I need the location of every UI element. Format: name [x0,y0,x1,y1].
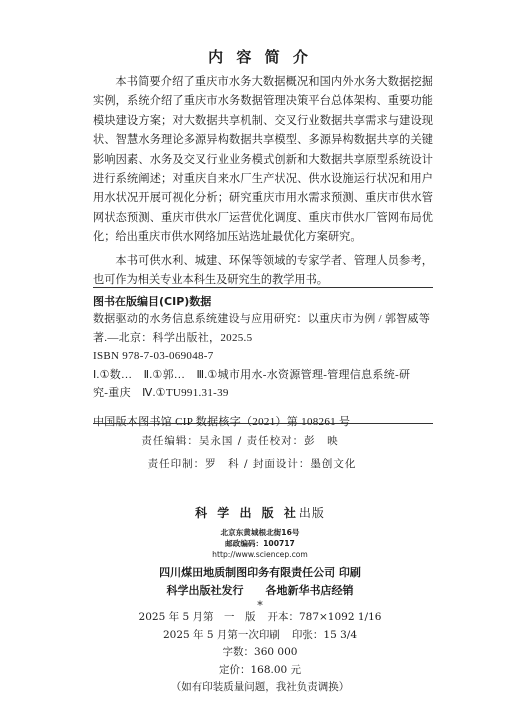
print-sheets: 印张：15 3/4 [291,629,358,641]
publisher-address: 北京东黄城根北街16号 [220,528,300,537]
divider-top [93,287,433,288]
distribution-line: 科学出版社发行 各地新华书店经销 [166,584,354,597]
summary-paragraph-1: 本书简要介绍了重庆市水务大数据概况和国内外水务大数据挖掘实例，系统介绍了重庆市水务数据管理决策平台总体架构、重要功能模块建设方案；对大数据共享机制、交叉行业数据共享需求与建设现状、智慧水务理论多源异构数据共享模型、多源异构数据共享的关键影响因素、水务及交叉行业业务模式创新和大数据共享原型系统设计进行系统阐述；对重庆自来水厂生产状况、供水设施运行状况和用户用水状况开展可视化分析；研究重庆市用水需求预测、重庆市供水管网状态预测、重庆市供水厂运营优化调度、重庆市供水厂管网布局优化；给出重庆市供水网络加压站选址最优化方案研究。 [93,75,433,244]
publisher-name-suffix: 出版 [298,506,325,520]
publisher-name-text: 科 学 出 版 社 [195,506,299,520]
cip-title-line: 数据驱动的水务信息系统建设与应用研究：以重庆市为例 / 郭智威等 [93,313,431,325]
first-edition: 2025 年 5 月第 一 版 [138,611,256,623]
first-printing: 2025 年 5 月第一次印刷 [162,629,280,641]
cip-classification-line-1: Ⅰ.①数… Ⅱ.①郭… Ⅲ.①城市用水-水资源管理-管理信息系统-研 [93,368,411,381]
cip-record-number: 中国版本图书馆 CIP 数据核字（2021）第 108261 号 [93,415,351,428]
publisher-name [0,505,520,521]
cip-data-block [93,294,433,431]
separator-star: * [257,599,263,612]
production-credits: 责任印制：罗 科 / 封面设计：墨创文化 [147,458,357,470]
page-title: 内 容 简 介 [208,48,312,66]
edition-line [0,610,520,624]
summary-paragraph-2: 本书可供水利、城建、环保等领域的专家学者、管理人员参考，也可作为相关专业本科生及研究生的教学用书。 [93,253,433,287]
book-format: 开本：787×1092 1/16 [267,611,382,623]
publisher-website: http://www.sciencep.com [212,550,308,559]
cip-classification-line-2: 究-重庆 Ⅳ.①TU991.31-39 [93,387,229,399]
price: 定价：168.00 元 [218,664,302,676]
publisher-block [0,505,520,612]
editor-credits: 责任编辑：吴永国 / 责任校对：彭 映 [141,435,339,447]
publisher-postcode: 邮政编码：100717 [225,539,295,548]
cip-isbn: ISBN 978-7-03-069048-7 [93,350,214,362]
divider-bottom [93,423,433,424]
content-summary [93,72,433,293]
printer-line: 四川煤田地质制图印务有限责任公司 印刷 [159,566,361,579]
quality-note: （如有印装质量问题，我社负责调换） [170,681,350,693]
cip-heading: 图书在版编目(CIP)数据 [93,295,212,308]
cip-publisher-line: 著.—北京：科学出版社，2025.5 [93,331,253,344]
word-count: 字数：360 000 [222,646,298,658]
printing-line [0,628,520,642]
